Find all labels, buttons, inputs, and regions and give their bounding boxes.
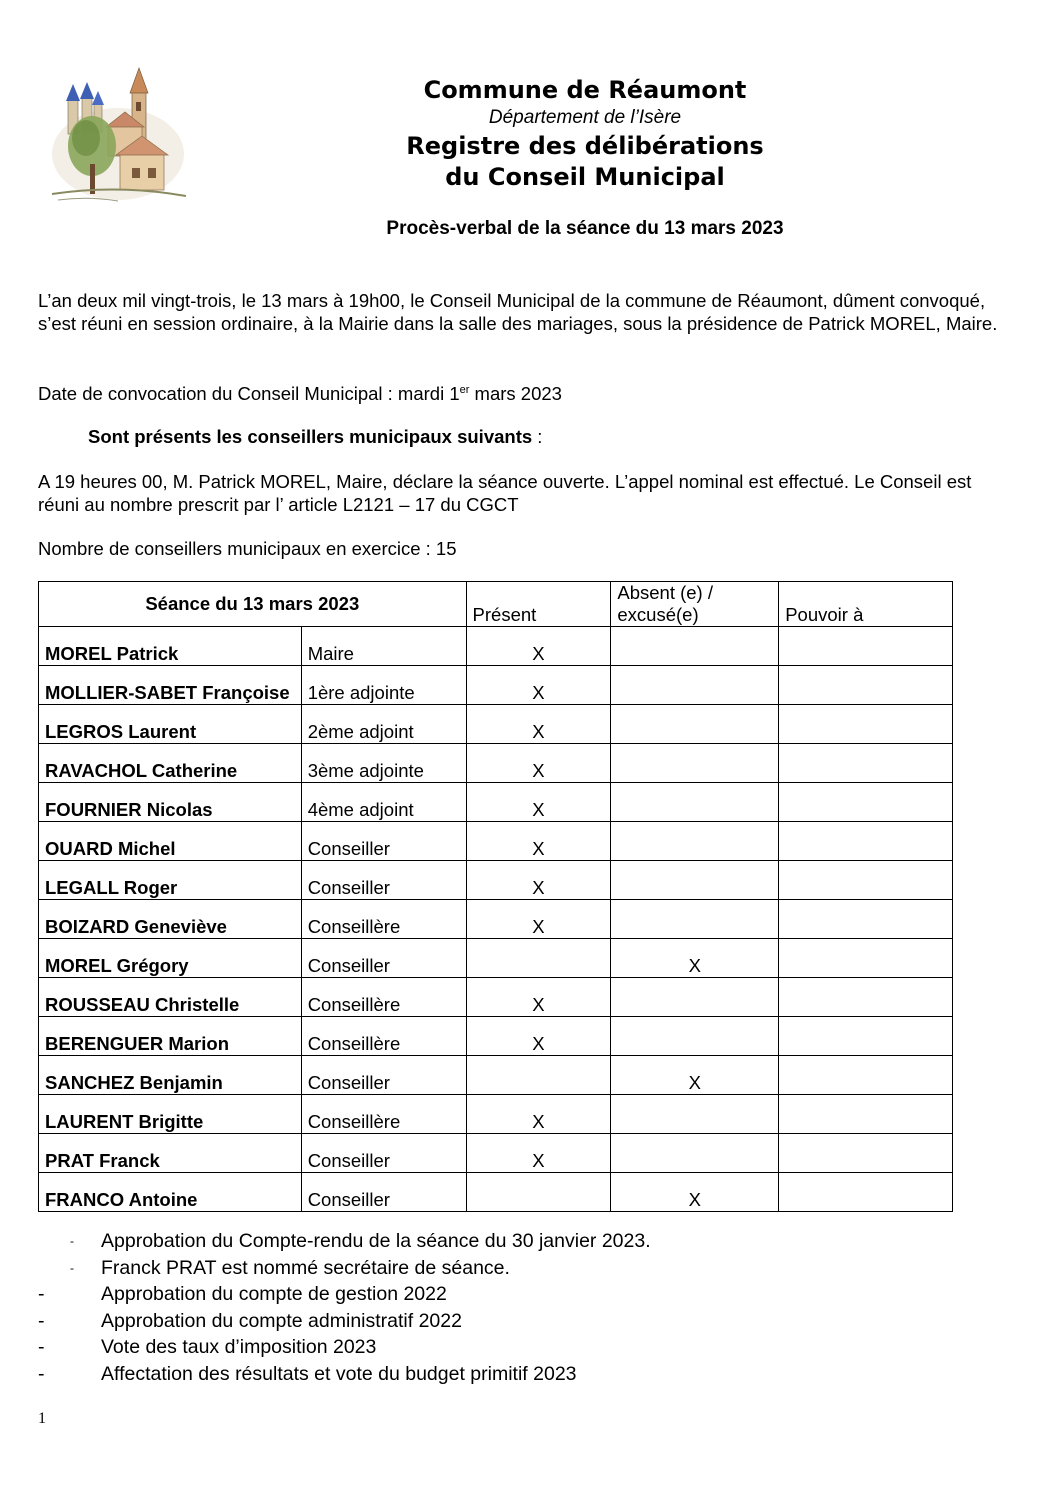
pouvoir-cell	[779, 705, 953, 744]
register-title-line1: Registre des délibérations	[406, 132, 764, 160]
councillor-name: OUARD Michel	[39, 822, 302, 861]
absent-mark	[611, 783, 779, 822]
pouvoir-cell	[779, 1056, 953, 1095]
table-row	[39, 783, 953, 822]
absent-mark	[611, 705, 779, 744]
pouvoir-cell	[779, 900, 953, 939]
agenda-item	[0, 1228, 1000, 1255]
councillor-role: Conseillère	[301, 1095, 466, 1134]
present-mark	[466, 1056, 611, 1095]
attendance-rows	[39, 627, 953, 1212]
agenda-text: Vote des taux d’imposition 2023	[101, 1336, 377, 1358]
opening-paragraph: A 19 heures 00, M. Patrick MOREL, Maire, déclare la séance ouverte. L’appel nominal est effectué. Le Conseil est réuni au nombre prescrit par l’ article L2121 – 17 du CGCT	[38, 471, 972, 515]
table-row	[39, 1173, 953, 1212]
pouvoir-cell	[779, 666, 953, 705]
council-count: Nombre de conseillers municipaux en exercice : 15	[38, 538, 457, 559]
agenda-item	[0, 1361, 1000, 1388]
councillor-role: Conseillère	[301, 978, 466, 1017]
present-mark: X	[466, 861, 611, 900]
agenda-bullet: -	[38, 1309, 45, 1332]
present-mark: X	[466, 783, 611, 822]
presents-heading	[88, 425, 1058, 448]
councillor-name: SANCHEZ Benjamin	[39, 1056, 302, 1095]
table-row	[39, 705, 953, 744]
present-mark: X	[466, 744, 611, 783]
councillor-name: PRAT Franck	[39, 1134, 302, 1173]
present-mark: X	[466, 1017, 611, 1056]
councillor-role: Conseiller	[301, 822, 466, 861]
present-mark: X	[466, 666, 611, 705]
present-mark: X	[466, 1095, 611, 1134]
pouvoir-cell	[779, 1017, 953, 1056]
councillor-name: BERENGUER Marion	[39, 1017, 302, 1056]
councillor-name: FRANCO Antoine	[39, 1173, 302, 1212]
pouvoir-cell	[779, 1173, 953, 1212]
table-row	[39, 861, 953, 900]
agenda-bullet: -	[70, 1234, 74, 1248]
table-row	[39, 1056, 953, 1095]
councillor-role: 1ère adjointe	[301, 666, 466, 705]
councillor-role: 3ème adjointe	[301, 744, 466, 783]
councillor-role: 2ème adjoint	[301, 705, 466, 744]
table-row	[39, 1017, 953, 1056]
department-subtitle: Département de l’Isère	[488, 107, 682, 128]
councillor-name: MOLLIER-SABET Françoise	[39, 666, 302, 705]
councillor-role: Conseiller	[301, 861, 466, 900]
agenda-item	[0, 1308, 1000, 1335]
pouvoir-cell	[779, 822, 953, 861]
present-mark: X	[466, 705, 611, 744]
councillor-name: LAURENT Brigitte	[39, 1095, 302, 1134]
table-row	[39, 939, 953, 978]
absent-mark	[611, 1017, 779, 1056]
table-row	[39, 1134, 953, 1173]
village-church-logo-icon	[48, 64, 190, 206]
absent-mark	[611, 978, 779, 1017]
presents-label: Sont présents les conseillers municipaux suivants	[88, 426, 533, 447]
table-header-row	[39, 582, 953, 627]
convocation-prefix: Date de convocation du Conseil Municipal : mardi 1	[38, 383, 460, 404]
agenda-item	[0, 1255, 1000, 1282]
pouvoir-cell	[779, 939, 953, 978]
table-row	[39, 1095, 953, 1134]
present-mark: X	[466, 822, 611, 861]
present-mark	[466, 1173, 611, 1212]
absent-mark	[611, 822, 779, 861]
absent-mark	[611, 900, 779, 939]
pouvoir-cell	[779, 627, 953, 666]
pouvoir-cell	[779, 783, 953, 822]
agenda-item	[0, 1334, 1000, 1361]
agenda-text: Approbation du compte administratif 2022	[101, 1309, 462, 1332]
attendance-table	[38, 581, 953, 1212]
intro-paragraph: L’an deux mil vingt-trois, le 13 mars à 19h00, le Conseil Municipal de la commune de Réaumont, dûment convoqué, s’est réuni en session ordinaire, à la Mairie dans la salle des mariages, sous la présidence de Patrick MOREL, Maire.	[38, 290, 998, 334]
convocation-suffix: mars 2023	[469, 383, 562, 404]
proces-verbal-title: Procès-verbal de la séance du 13 mars 2023	[386, 218, 784, 239]
header-absent-line2: excusé(e)	[617, 604, 699, 625]
councillor-role: Conseiller	[301, 1056, 466, 1095]
pouvoir-cell	[779, 978, 953, 1017]
agenda-bullet: -	[38, 1283, 45, 1305]
councillor-name: RAVACHOL Catherine	[39, 744, 302, 783]
present-mark: X	[466, 1134, 611, 1173]
absent-mark	[611, 627, 779, 666]
pouvoir-cell	[779, 744, 953, 783]
councillor-name: MOREL Grégory	[39, 939, 302, 978]
councillor-name: LEGROS Laurent	[39, 705, 302, 744]
present-mark	[466, 939, 611, 978]
present-mark: X	[466, 978, 611, 1017]
present-mark: X	[466, 627, 611, 666]
pouvoir-cell	[779, 861, 953, 900]
agenda-text: Affectation des résultats et vote du budget primitif 2023	[101, 1362, 577, 1385]
councillor-role: Conseiller	[301, 939, 466, 978]
header-absent-line1: Absent (e) /	[617, 582, 714, 603]
table-row	[39, 822, 953, 861]
absent-mark: X	[611, 1173, 779, 1212]
table-row	[39, 744, 953, 783]
agenda-bullet: -	[70, 1260, 74, 1275]
agenda-list	[0, 1228, 1000, 1387]
agenda-item	[0, 1281, 1000, 1308]
councillor-name: ROUSSEAU Christelle	[39, 978, 302, 1017]
councillor-role: 4ème adjoint	[301, 783, 466, 822]
councillor-name: MOREL Patrick	[39, 627, 302, 666]
agenda-bullet: -	[38, 1362, 45, 1385]
convocation-superscript: er	[459, 384, 470, 396]
absent-mark	[611, 861, 779, 900]
header-present: Présent	[466, 582, 611, 627]
table-row	[39, 900, 953, 939]
councillor-name: LEGALL Roger	[39, 861, 302, 900]
presents-colon: :	[532, 426, 543, 447]
councillor-role: Conseillère	[301, 900, 466, 939]
councillor-role: Maire	[301, 627, 466, 666]
agenda-text: Franck PRAT est nommé secrétaire de séance.	[101, 1256, 510, 1279]
pouvoir-cell	[779, 1095, 953, 1134]
absent-mark	[611, 666, 779, 705]
commune-title: Commune de Réaumont	[423, 76, 747, 104]
header-seance: Séance du 13 mars 2023	[39, 582, 467, 627]
councillor-role: Conseillère	[301, 1017, 466, 1056]
present-mark: X	[466, 900, 611, 939]
absent-mark	[611, 1134, 779, 1173]
absent-mark: X	[611, 1056, 779, 1095]
commune-logo	[48, 64, 190, 206]
header-absent	[611, 582, 779, 627]
absent-mark: X	[611, 939, 779, 978]
page-number: 1	[38, 1410, 46, 1427]
table-row	[39, 627, 953, 666]
table-row	[39, 978, 953, 1017]
absent-mark	[611, 1095, 779, 1134]
agenda-text: Approbation du Compte-rendu de la séance du 30 janvier 2023.	[101, 1230, 651, 1252]
councillor-name: BOIZARD Geneviève	[39, 900, 302, 939]
agenda-text: Approbation du compte de gestion 2022	[101, 1283, 447, 1305]
register-title-line2: du Conseil Municipal	[445, 163, 725, 191]
councillor-role: Conseiller	[301, 1134, 466, 1173]
header-pouvoir: Pouvoir à	[779, 582, 953, 627]
table-row	[39, 666, 953, 705]
agenda-bullet: -	[38, 1336, 45, 1358]
pouvoir-cell	[779, 1134, 953, 1173]
councillor-role: Conseiller	[301, 1173, 466, 1212]
absent-mark	[611, 744, 779, 783]
convocation-date	[38, 379, 1008, 405]
councillor-name: FOURNIER Nicolas	[39, 783, 302, 822]
